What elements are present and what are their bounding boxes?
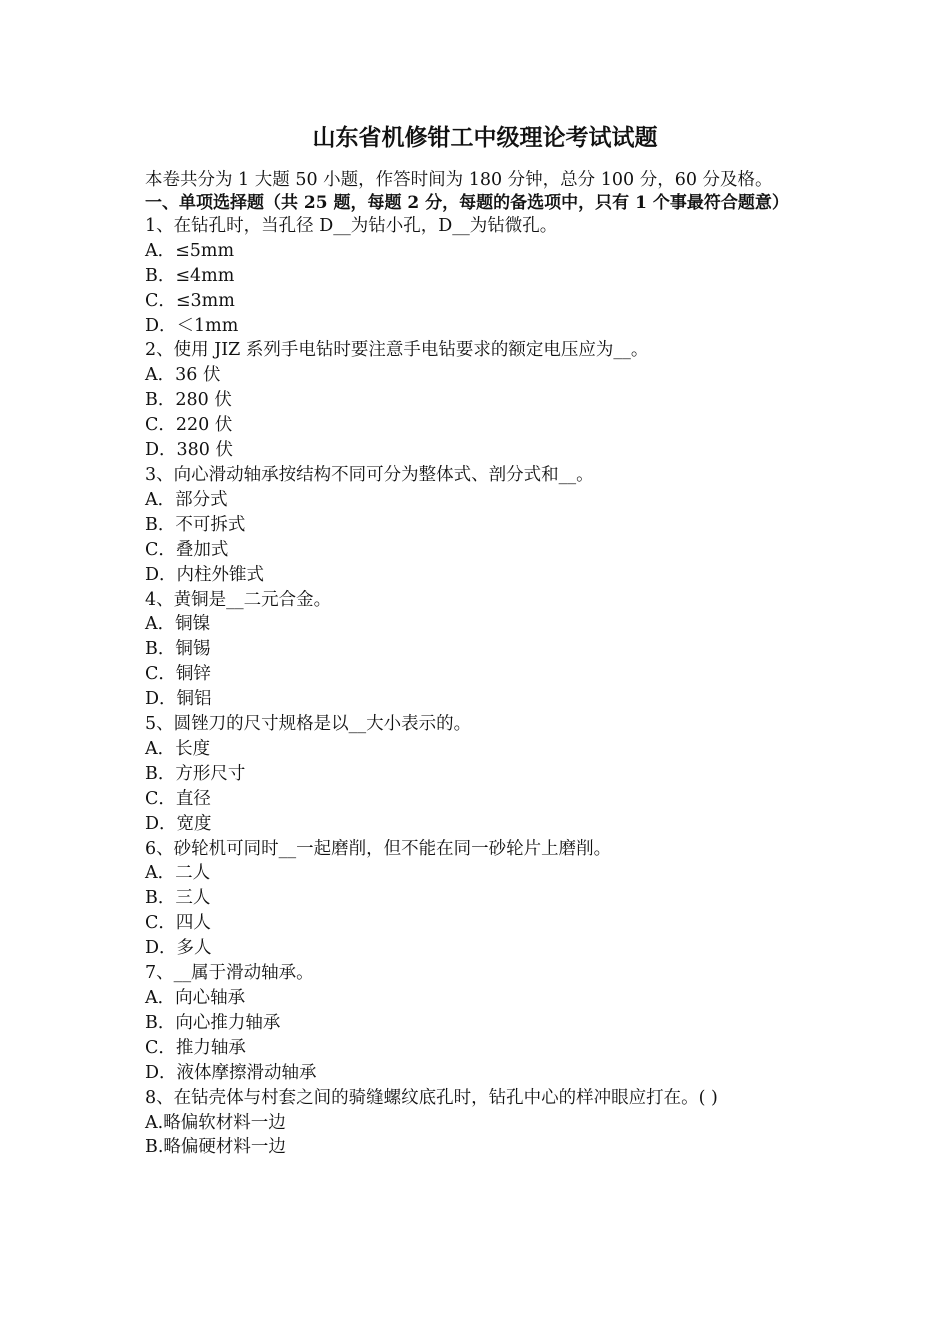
option-c: C．直径 — [145, 788, 211, 809]
option-b: B．铜锡 — [145, 639, 211, 660]
option-d: D．液体摩擦滑动轴承 — [145, 1062, 317, 1083]
option-a: A．部分式 — [145, 489, 228, 510]
option-c: C．≤3mm — [145, 290, 235, 311]
option-a: A．长度 — [145, 738, 211, 759]
question-7 — [145, 961, 815, 1086]
question-2 — [145, 338, 815, 463]
option-b: B．三人 — [145, 888, 211, 909]
question-stem: 7、__属于滑动轴承。 — [145, 963, 314, 984]
question-list — [145, 214, 815, 1160]
question-3 — [145, 463, 815, 588]
option-b: B．不可拆式 — [145, 514, 246, 535]
option-a: A．铜镍 — [145, 614, 211, 635]
option-c: C．四人 — [145, 913, 211, 934]
document-page — [145, 118, 815, 1160]
option-b: B．≤4mm — [145, 265, 235, 286]
question-stem: 1、在钻孔时，当孔径 D__为钻小孔，D__为钻微孔。 — [145, 215, 558, 236]
question-8 — [145, 1086, 815, 1161]
option-c: C．推力轴承 — [145, 1037, 246, 1058]
option-d: D．＜1mm — [145, 315, 239, 336]
question-stem: 5、圆锉刀的尺寸规格是以__大小表示的。 — [145, 714, 472, 735]
question-stem: 8、在钻壳体与村套之间的骑缝螺纹底孔时，钻孔中心的样冲眼应打在。( ) — [145, 1087, 718, 1108]
question-4 — [145, 588, 815, 713]
option-c: C．220 伏 — [145, 415, 233, 436]
option-a: A．二人 — [145, 863, 211, 884]
option-d: D．多人 — [145, 938, 212, 959]
option-a: A．≤5mm — [145, 240, 235, 261]
option-a: A．向心轴承 — [145, 988, 246, 1008]
option-d: D．内柱外锥式 — [145, 564, 265, 585]
section-heading: 一、单项选择题（共 25 题，每题 2 分，每题的备选项中，只有 1 个事最符合题意） — [145, 192, 789, 213]
document-title: 山东省机修钳工中级理论考试试题 — [312, 124, 658, 151]
question-stem: 3、向心滑动轴承按结构不同可分为整体式、剖分式和__。 — [145, 464, 594, 485]
option-c: C．叠加式 — [145, 539, 229, 560]
option-b: B.略偏硬材料一边 — [145, 1137, 286, 1158]
option-b: B．向心推力轴承 — [145, 1012, 281, 1033]
option-d: D．宽度 — [145, 813, 212, 834]
option-a: A．36 伏 — [145, 365, 221, 386]
question-stem: 2、使用 JIZ 系列手电钻时要注意手电钻要求的额定电压应为__。 — [145, 340, 649, 361]
question-stem: 6、砂轮机可同时__一起磨削，但不能在同一砂轮片上磨削。 — [145, 838, 612, 859]
option-c: C．铜锌 — [145, 664, 211, 685]
option-d: D．铜铝 — [145, 689, 212, 710]
option-a: A.略偏软材料一边 — [145, 1112, 286, 1133]
question-1 — [145, 214, 815, 339]
option-b: B．280 伏 — [145, 390, 232, 411]
option-d: D．380 伏 — [145, 440, 233, 461]
question-stem: 4、黄铜是__二元合金。 — [145, 589, 332, 610]
option-b: B．方形尺寸 — [145, 763, 246, 784]
exam-intro: 本卷共分为 1 大题 50 小题，作答时间为 180 分钟，总分 100 分，60 分及格。 — [145, 170, 773, 190]
question-6 — [145, 837, 815, 962]
question-5 — [145, 712, 815, 837]
